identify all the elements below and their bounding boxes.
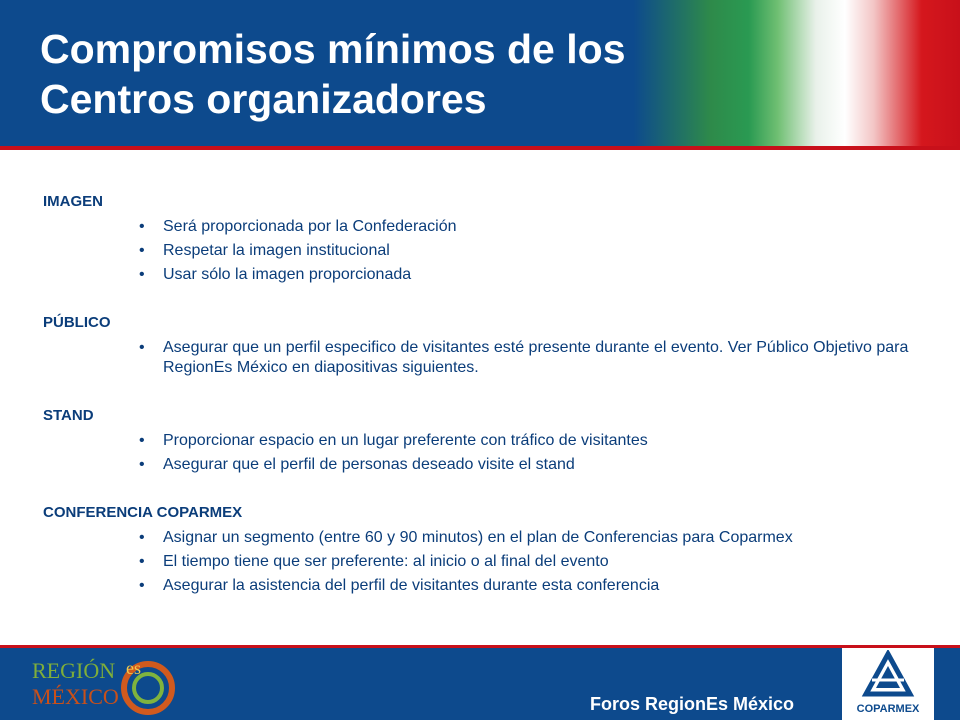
logo-line-2: MÉXICO [32, 684, 119, 709]
bullet-text: Será proporcionada por la Confederación [163, 218, 457, 235]
section-heading: CONFERENCIA COPARMEX [43, 504, 243, 521]
section-publico [43, 311, 923, 378]
bullet-list [43, 528, 923, 596]
footer-title: Foros RegionEs México [590, 694, 795, 714]
bullet-dot: • [139, 339, 145, 356]
section-spacer [43, 382, 923, 404]
bullet-dot: • [139, 266, 145, 283]
bullet-item [43, 528, 923, 548]
bullet-list [43, 431, 923, 475]
slide-title [40, 24, 800, 124]
header-divider [0, 146, 960, 150]
bullet-text: Asegurar que el perfil de personas deseado visite el stand [163, 456, 575, 473]
bullet-text: Usar sólo la imagen proporcionada [163, 266, 412, 283]
bullet-list [43, 217, 923, 285]
section-heading: IMAGEN [43, 193, 103, 210]
bullet-text: El tiempo tiene que ser preferente: al inicio o al final del evento [163, 553, 609, 570]
regiones-mexico-logo [30, 652, 180, 718]
slide-title-line-2: Centros organizadores [40, 76, 487, 122]
logo-inner-ring [134, 674, 162, 702]
section-conferencia [43, 501, 923, 596]
bullet-text: Proporcionar espacio en un lugar preferente con tráfico de visitantes [163, 432, 648, 449]
section-imagen [43, 190, 923, 285]
section-heading: PÚBLICO [43, 314, 111, 331]
logo-superscript: es [126, 658, 141, 678]
bullet-text: Asegurar que un perfil especifico de visitantes esté presente durante el evento. Ver Público Objetivo para RegionEs México en diapositivas siguientes. [163, 339, 909, 376]
section-spacer [43, 479, 923, 501]
coparmex-wordmark: COPARMEX [856, 703, 920, 715]
content-area [43, 190, 923, 600]
bullet-dot: • [139, 218, 145, 235]
bullet-dot: • [139, 553, 145, 570]
section-spacer [43, 289, 923, 311]
bullet-text: Asegurar la asistencia del perfil de visitantes durante esta conferencia [163, 577, 660, 594]
coparmex-logo [848, 650, 928, 718]
bullet-item [43, 241, 923, 261]
logo-line-1: REGIÓN [32, 658, 116, 683]
bullet-item [43, 265, 923, 285]
bullet-item [43, 576, 923, 596]
bullet-text: Asignar un segmento (entre 60 y 90 minutos) en el plan de Conferencias para Coparmex [163, 529, 793, 546]
bullet-item [43, 217, 923, 237]
bullet-item [43, 552, 923, 572]
bullet-item [43, 338, 923, 378]
bullet-list [43, 338, 923, 378]
bullet-text: Respetar la imagen institucional [163, 242, 390, 259]
bullet-dot: • [139, 456, 145, 473]
section-stand [43, 404, 923, 475]
coparmex-emblem-icon [866, 654, 910, 694]
bullet-item [43, 431, 923, 451]
bullet-dot: • [139, 242, 145, 259]
section-heading: STAND [43, 407, 94, 424]
bullet-dot: • [139, 577, 145, 594]
slide-title-line-1: Compromisos mínimos de los [40, 26, 626, 72]
bullet-dot: • [139, 529, 145, 546]
bullet-dot: • [139, 432, 145, 449]
bullet-item [43, 455, 923, 475]
